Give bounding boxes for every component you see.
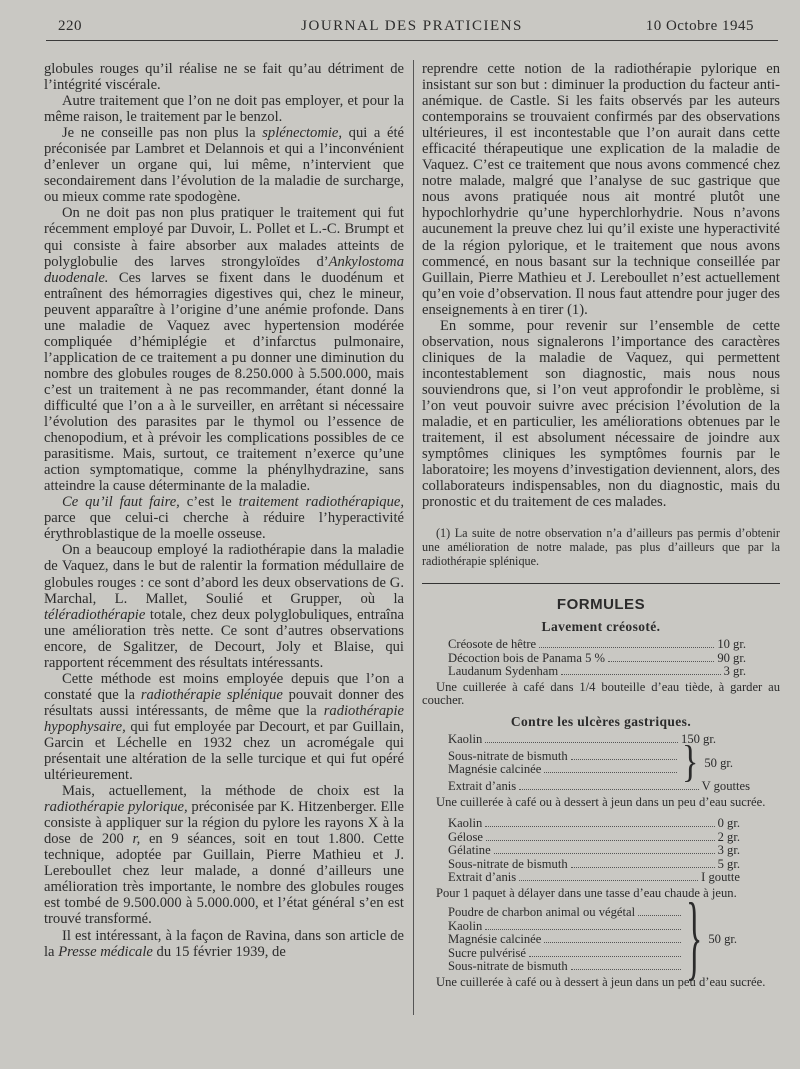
ingredient-row: Magnésie calcinée	[448, 933, 684, 947]
paragraph: On a beaucoup employé la radiothérapie dans la maladie de Vaquez, dans le but de ralentir la formation médullaire de globules rouges : ce sont d’abord les deux observations de G. Marchal, L. Mallet, Soulié et Grupper, où la téléradiothérapie totale, chez deux polyglobuliques, entraîna une amélioration très nette. Ce sont d’autres observations encore, de Sgalitzer, de Decourt, Joly et Blaise, qui rapportent récemment des résultats intéressants.	[44, 542, 404, 671]
issue-date: 10 Octobre 1945	[645, 18, 754, 34]
recipe-instruction: Une cuillerée à café ou à dessert à jeun dans un peu d’eau sucrée.	[436, 974, 766, 989]
ingredient-row: Poudre de charbon animal ou végétal	[448, 906, 684, 920]
ingredient-row: Magnésie calcinée	[448, 763, 680, 777]
recipe-title: Lavement créosoté.	[541, 619, 661, 635]
paragraph: Mais, actuellement, la méthode de choix est la radiothérapie pylorique, préconisée par K. Hitzenberger. Elle consiste à appliquer sur la région du pylore les rayons X à la dose de 200 r, en 9 séances, soit en tout 1.800. Cette technique, adoptée par Guillain, Pierre Mathieu et J. Lereboullet chez leur malade, a donné d’ailleurs une amélioration très importante, le nombre des globules rouges est tombé de 9.500.000 à 5.000.000, et l’état général s’en est trouvé transformé.	[44, 783, 404, 928]
italic-term: radiothérapie pylorique,	[44, 799, 188, 816]
paragraph: En somme, pour revenir sur l’ensemble de cette observation, nous signalerons l’importance des caractères cliniques de la maladie de Vaquez, qui permettent incontestablement son diagnostic, mais nous nous souviendrons que, si l’on veut approfondir le problème, si l’on veut pouvoir suivre avec précision l’évolution de la maladie, et en particulier, les améliorations obtenues par le traitement, il est absolument nécessaire de joindre aux symptômes cliniques les symptômes fournis par le laboratoire; les moyens d’investigation deviennent, alors, des collaborateurs indispensables, non du diagnostic, mais du pronostic et du traitement de ces malades.	[422, 317, 780, 511]
section-rule	[422, 583, 780, 584]
recipe-instruction: Une cuillerée à café ou à dessert à jeun dans un peu d’eau sucrée.	[436, 794, 766, 809]
italic-term: splénectomie	[262, 125, 339, 142]
italic-term: radiothérapie splénique	[140, 686, 283, 703]
paragraph: globules rouges qu’il réalise ne se fait qu’au détriment de l’intégrité viscérale.	[44, 61, 404, 94]
journal-title: JOURNAL DES PRATICIENS	[301, 18, 523, 34]
italic-term: r,	[132, 831, 141, 848]
column-divider	[413, 60, 414, 1015]
ingredient-row: Extrait d’anis I goutte	[448, 870, 740, 885]
recipe-instruction: Pour 1 paquet à délayer dans une tasse d’eau chaude à jeun.	[436, 885, 737, 900]
ingredient-row: Laudanum Sydenham 3 gr.	[448, 664, 746, 679]
paragraph: On ne doit pas non plus pratiquer le traitement qui fut récemment employé par Duvoir, L. Pollet et L.-C. Brumpt et qui consiste à faire absorber aux malades atteints de polyglobulie des larves strongyloïdes d’Ankylostoma duodenale. Ces larves se fixent dans le duodénum et entraînent des hémorragies digestives qui, chez le mineur, peuvent apparaître à l’origine d’une anémie profonde. Dans une maladie de Vaquez avec hypertension modérée compliquée d’hémiplégie et d’infarctus pulmonaire, l’application de ce traitement a pu donner une diminution du nombre des globules rouges de 8.250.000 à 5.500.000, mais c’est un traitement à ne pas recommander, étant donné la difficulté que l’on a à le surveiller, en arrêtant si nécessaire l’évolution des parasites par le thymol ou l’essence de chenopodium, et à prévoir les complications possibles de ce parasitisme. Mais, surtout, ce traitement n’exerce qu’une action symptomatique, comme la phénylhydrazine, sans atteindre la cause déterminante de la maladie.	[44, 205, 404, 495]
paragraph: Il est intéressant, à la façon de Ravina, dans son article de la Presse médicale du 15 février 1939, de	[44, 927, 404, 960]
italic-term: Presse médicale	[58, 943, 153, 960]
recipe-instruction: Une cuillerée à café dans 1/4 bouteille d’eau tiède, à garder au coucher.	[422, 679, 780, 708]
page-number: 220	[58, 18, 82, 34]
ingredient-row: Gélose 2 gr.	[448, 829, 740, 844]
ingredient-row: Sous-nitrate de bismuth	[448, 960, 684, 974]
recipe-ulceres	[422, 733, 780, 794]
paragraph: reprendre cette notion de la radiothérapie pylorique en insistant sur son but : diminuer la production du facteur anti-anémique. de Castle. Si les faits observés par les auteurs contemporains se trouvaient confirmés par des observations ultérieures, il est incontestable que l’on aurait dans cette efficacité thérapeutique une explication de la maladie de Vaquez. C’est ce traitement que nous avons commencé chez notre malade, malgré que l’analyse de suc gastrique que nous avons pratiquée nous ait montré plutôt une hypochlorhydrie qu’une hyperchlorhydrie. Nous n’avons aucunement la preuve chez lui qu’il existe une hyperactivité de la région pylorique, et le traitement que nous avons commencé, en nous basant sur la technique conseillée par Guillain, Pierre Mathieu et J. Lereboullet n’est actuellement qu’en voie d’observation. Il nous faut attendre pour juger des enseignements à en tirer (1).	[422, 61, 780, 318]
ingredient-row: Sous-nitrate de bismuth 5 gr.	[448, 856, 740, 871]
italic-term: Ce qu’il faut faire,	[62, 494, 180, 511]
ingredient-row: Sous-nitrate de bismuth	[448, 750, 680, 764]
ingredient-row: Kaolin 150 gr.	[448, 731, 716, 746]
formules-title: FORMULES	[556, 596, 646, 614]
italic-term: Ankylostoma duodenale.	[44, 253, 404, 286]
ingredient-row: Kaolin 0 gr.	[448, 816, 740, 831]
paragraph: Je ne conseille pas non plus la splénectomie, qui a été préconisée par Lambret et Delannois et qui a l’inconvénient d’enlever un organe qui, lui même, n’intervient que secondairement dans l’évolution de la maladie de surcharge, ou mieux comme rate spodogène.	[44, 125, 404, 206]
paragraph: Ce qu’il faut faire, c’est le traitement radiothérapique, parce que celui-ci cherche à réduire l’hyperactivité érythroblastique de la moelle osseuse.	[44, 494, 405, 543]
right-column	[422, 61, 780, 993]
footnote: (1) La suite de notre observation n’a d’ailleurs pas permis d’obtenir une amélioration de notre malade, pas plus d’ailleurs que par la radiothérapie splénique.	[422, 526, 780, 569]
ingredient-row: Décoction bois de Panama 5 % 90 gr.	[448, 650, 746, 665]
page-header	[46, 16, 778, 38]
recipe-gelose	[422, 817, 780, 885]
ingredient-row: Sucre pulvérisé	[448, 947, 684, 961]
italic-term: téléradiothérapie	[44, 606, 146, 623]
paragraph: Autre traitement que l’on ne doit pas employer, et pour la même raison, le traitement par le benzol.	[44, 93, 404, 126]
braced-ingredients: Poudre de charbon animal ou végétal Kaolin Magnésie calcinée Sucre pulvérisé Sous-nitrate de bismuth } 50 gr.	[448, 887, 738, 991]
brace-symbol: }	[682, 738, 699, 787]
paragraph: Cette méthode est moins employée depuis que l’on a constaté que la radiothérapie splénique pouvait donner des résultats aussi intéressants, de même que la radiothérapie hypophysaire, qui fut employée par Decourt, et par Guillain, Garcin et Léchelle en 1932 chez un acromégale qui présentait une altération de la selle turcique et qui fut opéré ultérieurement.	[44, 670, 404, 784]
italic-term: radiothérapie hypophysaire,	[44, 702, 404, 735]
ingredient-row: Créosote de hêtre 10 gr.	[448, 637, 746, 652]
recipe-lavement	[422, 638, 780, 679]
braced-ingredients: Sous-nitrate de bismuth Magnésie calcinée } 50 gr.	[448, 738, 734, 787]
ingredient-row: Extrait d’anis V gouttes	[448, 779, 750, 794]
italic-term: traitement radiothérapique,	[238, 494, 405, 511]
left-column	[44, 61, 404, 960]
ingredient-row: Gélatine 3 gr.	[448, 843, 740, 858]
header-rule	[46, 40, 778, 41]
ingredient-row: Kaolin	[448, 920, 684, 934]
recipe-title: Contre les ulcères gastriques.	[510, 713, 692, 729]
brace-symbol: }	[686, 887, 703, 991]
